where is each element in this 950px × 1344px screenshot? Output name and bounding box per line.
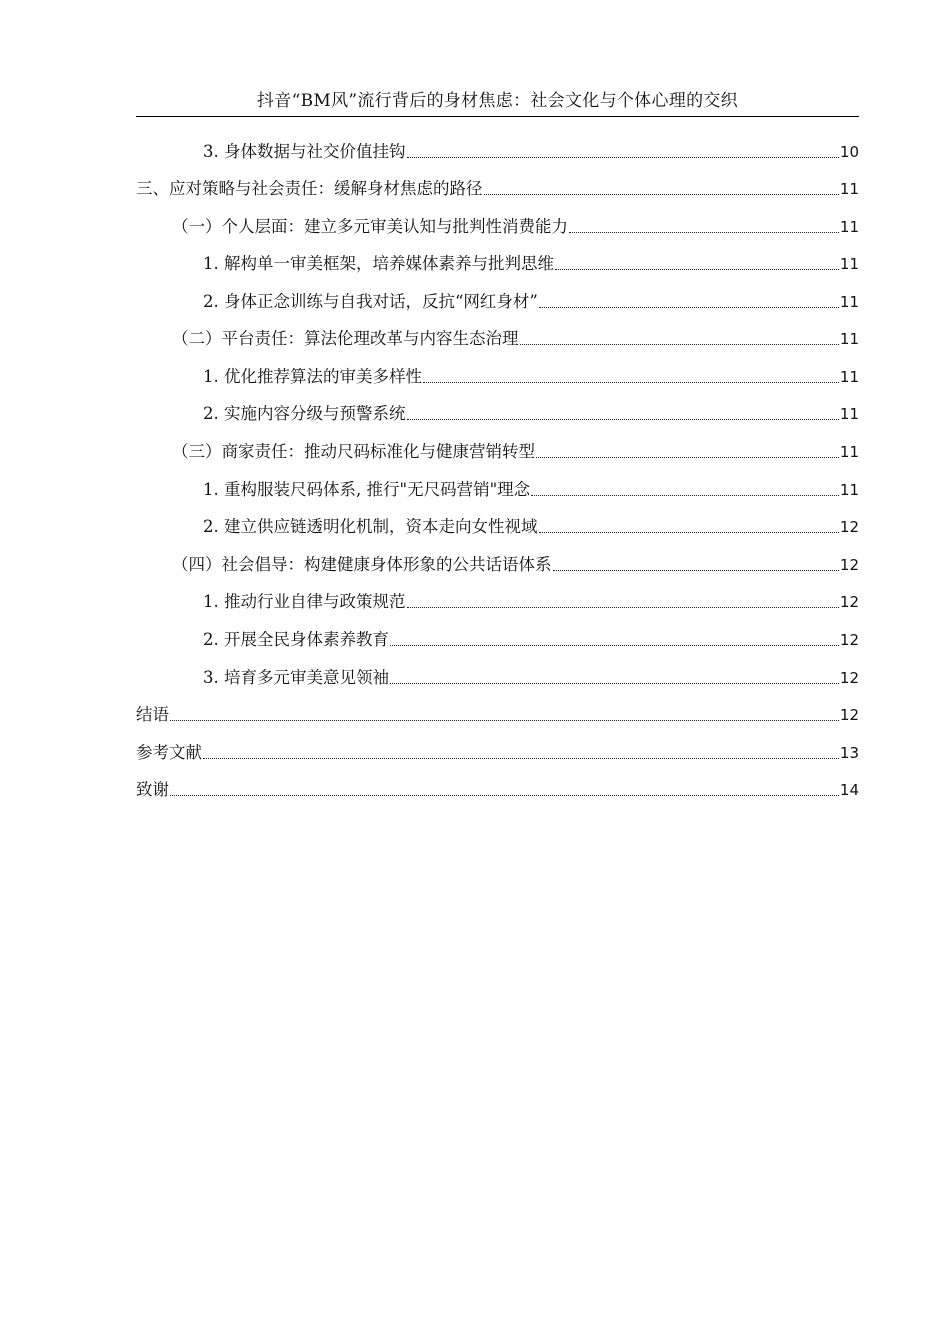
toc-page-number: 11 — [839, 405, 859, 423]
toc-entry[interactable] — [136, 401, 859, 425]
toc-dot-leader — [407, 419, 839, 420]
toc-entry[interactable] — [136, 289, 859, 313]
toc-dot-leader — [569, 232, 839, 233]
toc-page-number: 10 — [839, 143, 859, 161]
running-header: 抖音“BM风”流行背后的身材焦虑：社会文化与个体心理的交织 — [257, 91, 738, 111]
toc-page-number: 12 — [839, 631, 859, 649]
toc-entry-title: （三）商家责任：推动尺码标准化与健康营销转型 — [172, 442, 535, 461]
toc-page-number: 11 — [839, 180, 859, 198]
toc-dot-leader — [553, 570, 839, 571]
toc-entry[interactable] — [136, 777, 859, 801]
toc-dot-leader — [539, 307, 839, 308]
toc-entry[interactable] — [136, 251, 859, 275]
toc-entry[interactable] — [136, 589, 859, 613]
toc-dot-leader — [423, 382, 839, 383]
toc-dot-leader — [390, 683, 839, 684]
toc-entry[interactable] — [136, 665, 859, 689]
toc-page-number: 13 — [839, 744, 859, 762]
toc-entry[interactable] — [136, 139, 859, 163]
toc-entry-title: 2. 建立供应链透明化机制，资本走向女性视域 — [203, 517, 538, 536]
toc-entry-title: 1. 推动行业自律与政策规范 — [203, 592, 406, 611]
toc-page-number: 12 — [839, 593, 859, 611]
toc-entry-title: 1. 解构单一审美框架，培养媒体素养与批判思维 — [203, 254, 554, 273]
toc-dot-leader — [555, 269, 839, 270]
toc-page-number: 12 — [839, 706, 859, 724]
toc-entry-title: 3. 身体数据与社交价值挂钩 — [203, 142, 406, 161]
toc-entry-title: 2. 开展全民身体素养教育 — [203, 630, 389, 649]
toc-page-number: 11 — [839, 255, 859, 273]
toc-entry[interactable] — [136, 364, 859, 388]
toc-entry-title: （一）个人层面：建立多元审美认知与批判性消费能力 — [172, 217, 568, 236]
toc-page-number: 11 — [839, 368, 859, 386]
toc-entry-title: 2. 实施内容分级与预警系统 — [203, 404, 406, 423]
toc-entry-title: （二）平台责任：算法伦理改革与内容生态治理 — [172, 329, 519, 348]
toc-entry[interactable] — [136, 702, 859, 726]
toc-page-number: 12 — [839, 556, 859, 574]
toc-entry[interactable] — [136, 514, 859, 538]
toc-entry[interactable] — [136, 326, 859, 350]
toc-dot-leader — [536, 457, 839, 458]
toc-page-number: 14 — [839, 781, 859, 799]
toc-entry[interactable] — [136, 740, 859, 764]
toc-entry[interactable] — [136, 627, 859, 651]
toc-entry[interactable] — [136, 214, 859, 238]
toc-page-number: 11 — [839, 218, 859, 236]
toc-entry-title: 2. 身体正念训练与自我对话，反抗“网红身材” — [203, 292, 538, 311]
toc-page-number: 11 — [839, 443, 859, 461]
toc-dot-leader — [390, 645, 839, 646]
toc-dot-leader — [407, 607, 839, 608]
toc-dot-leader — [407, 157, 839, 158]
toc-page-number: 11 — [839, 293, 859, 311]
toc-dot-leader — [520, 344, 839, 345]
toc-entry[interactable] — [136, 552, 859, 576]
toc-entry-title: （四）社会倡导：构建健康身体形象的公共话语体系 — [172, 555, 552, 574]
toc-entry-title: 三、应对策略与社会责任：缓解身材焦虑的路径 — [136, 179, 483, 198]
toc-dot-leader — [170, 795, 839, 796]
toc-entry-title: 结语 — [136, 705, 169, 724]
header-rule — [136, 116, 859, 117]
toc-entry-title: 1. 重构服装尺码体系, 推行"无尺码营销"理念 — [203, 480, 531, 499]
toc-page-number: 11 — [839, 330, 859, 348]
toc-entry-title: 3. 培育多元审美意见领袖 — [203, 668, 389, 687]
toc-page-number: 12 — [839, 669, 859, 687]
toc-dot-leader — [484, 194, 839, 195]
toc-entry-title: 参考文献 — [136, 743, 202, 762]
toc-page-number: 11 — [839, 481, 859, 499]
toc-entry[interactable] — [136, 176, 859, 200]
toc-entry[interactable] — [136, 477, 859, 501]
toc-page-number: 12 — [839, 518, 859, 536]
toc-entry-title: 1. 优化推荐算法的审美多样性 — [203, 367, 422, 386]
toc-dot-leader — [531, 495, 839, 496]
toc-dot-leader — [170, 720, 839, 721]
toc-dot-leader — [539, 532, 839, 533]
toc-entry-title: 致谢 — [136, 780, 169, 799]
toc-entry[interactable] — [136, 439, 859, 463]
toc-dot-leader — [203, 758, 839, 759]
